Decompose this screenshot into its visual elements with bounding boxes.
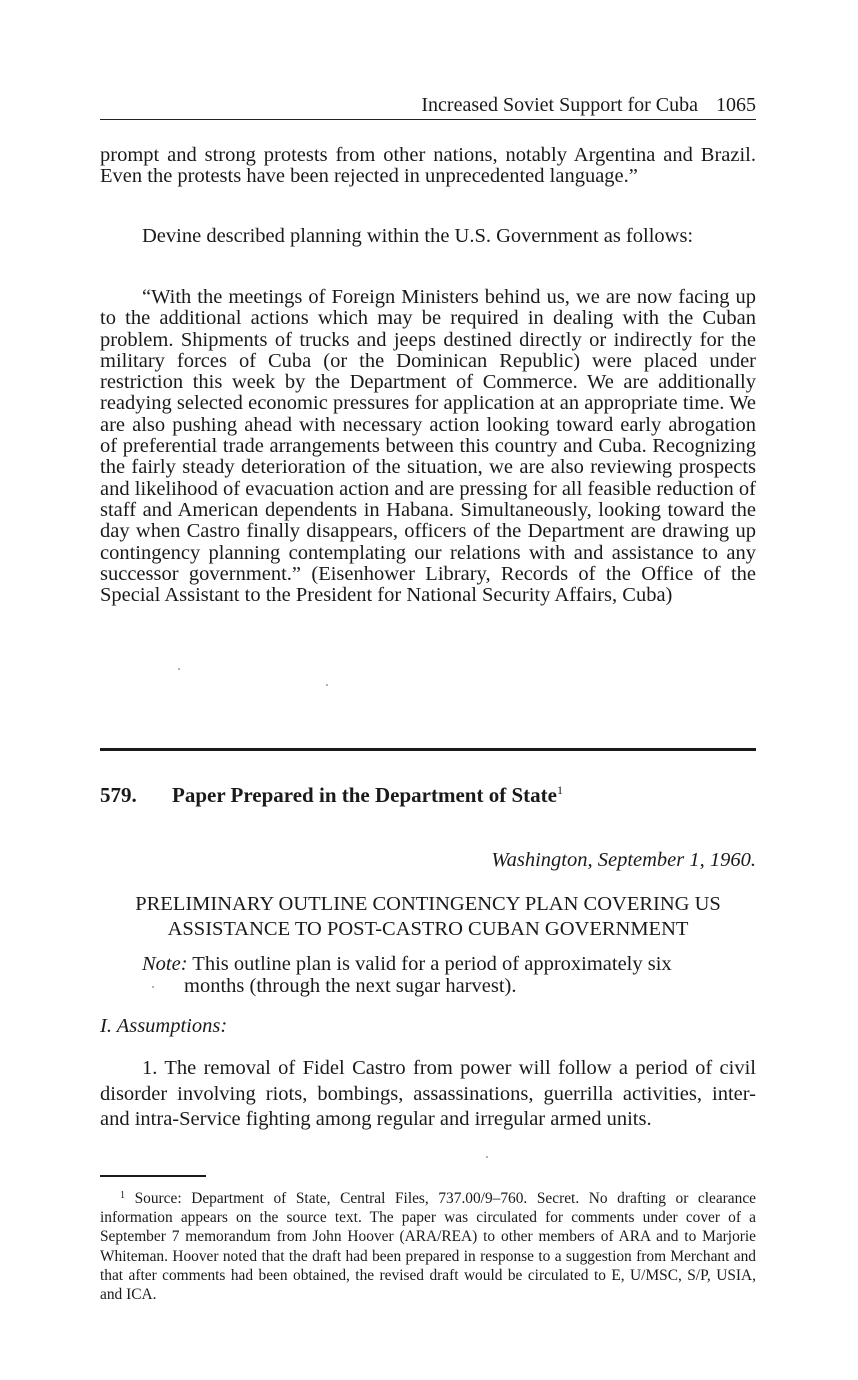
assumption-1: 1. The removal of Fidel Castro from power will follow a period of civil disorder involving riots, bombings, assassinations, guerrilla activities, inter- and intra-Service fighting among regular and irregular armed units. <box>100 1057 756 1130</box>
quotation-paragraph: “With the meetings of Foreign Ministers behind us, we are now facing up to the additional actions which may be required in dealing with the Cuban problem. Shipments of trucks and jeeps destined directly or indirectly for the military forces of Cuba (or the Dominican Republic) were placed under restriction this week by the Department of Commerce. We are additionally readying selected economic pressures for application at an appropriate time. We are also pushing ahead with necessary action looking toward early abrogation of preferential trade arrangements between this country and Cuba. Recognizing the fairly steady deterioration of the situation, we are also reviewing prospects and likelihood of evacuation action and are pressing for all feasible reduction of staff and American dependents in Habana. Simultaneously, looking toward the day when Castro finally disappears, officers of the Department are drawing up contingency planning contemplating our relations with and assistance to any successor government.” (Eisenhower Library, Records of the Office of the Special Assistant to the President for National Security Affairs, Cuba) <box>100 286 756 607</box>
footnote <box>100 1186 756 1304</box>
document-title: Paper Prepared in the Department of State <box>172 783 557 807</box>
scan-speck <box>152 986 154 988</box>
continued-paragraph-block <box>100 145 756 187</box>
assumption-1-block <box>100 1056 756 1133</box>
scan-speck <box>178 668 180 670</box>
quotation-block <box>100 287 756 606</box>
footnote-reference: 1 <box>556 783 563 797</box>
footnote-marker: 1 <box>120 1190 125 1201</box>
plan-title <box>100 892 756 942</box>
continued-paragraph: prompt and strong protests from other nations, notably Argentina and Brazil. Even the protests have been rejected in unprecedented language.” <box>100 144 756 188</box>
scan-speck <box>326 684 328 686</box>
note <box>142 953 756 997</box>
scan-speck <box>486 1156 488 1158</box>
note-line-2: months (through the next sugar harvest). <box>184 975 517 997</box>
devine-paragraph-block <box>100 226 756 247</box>
document-heading <box>100 783 563 808</box>
plan-title-line-1: PRELIMINARY OUTLINE CONTINGENCY PLAN COVERING US <box>135 893 721 915</box>
running-head <box>100 92 756 120</box>
document-separator-rule <box>100 748 756 751</box>
dateline: Washington, September 1, 1960. <box>491 849 756 871</box>
plan-title-line-2: ASSISTANCE TO POST-CASTRO CUBAN GOVERNMENT <box>167 918 689 940</box>
running-head-title: Increased Soviet Support for Cuba <box>421 94 698 116</box>
note-label: Note: <box>142 953 188 975</box>
document-number: 579. <box>100 783 137 807</box>
devine-paragraph: Devine described planning within the U.S. Government as follows: <box>142 225 694 247</box>
footnote-rule <box>100 1175 206 1177</box>
page-number: 1065 <box>716 94 756 116</box>
section-heading: I. Assumptions: <box>100 1015 228 1037</box>
document-page <box>100 0 756 1380</box>
note-line-1: This outline plan is valid for a period of approximately six <box>187 953 672 975</box>
footnote-text: Source: Department of State, Central Files, 737.00/9–760. Secret. No drafting or clearance information appears on the source text. The paper was circulated for comments under cover of a September 7 memorandum from John Hoover (ARA/REA) to other members of ARA and to Marjorie Whiteman. Hoover noted that the draft had been prepared in response to a suggestion from Merchant and that after comments had been obtained, the revised draft would be circulated to E, U/MSC, S/P, USIA, and ICA. <box>100 1190 756 1304</box>
